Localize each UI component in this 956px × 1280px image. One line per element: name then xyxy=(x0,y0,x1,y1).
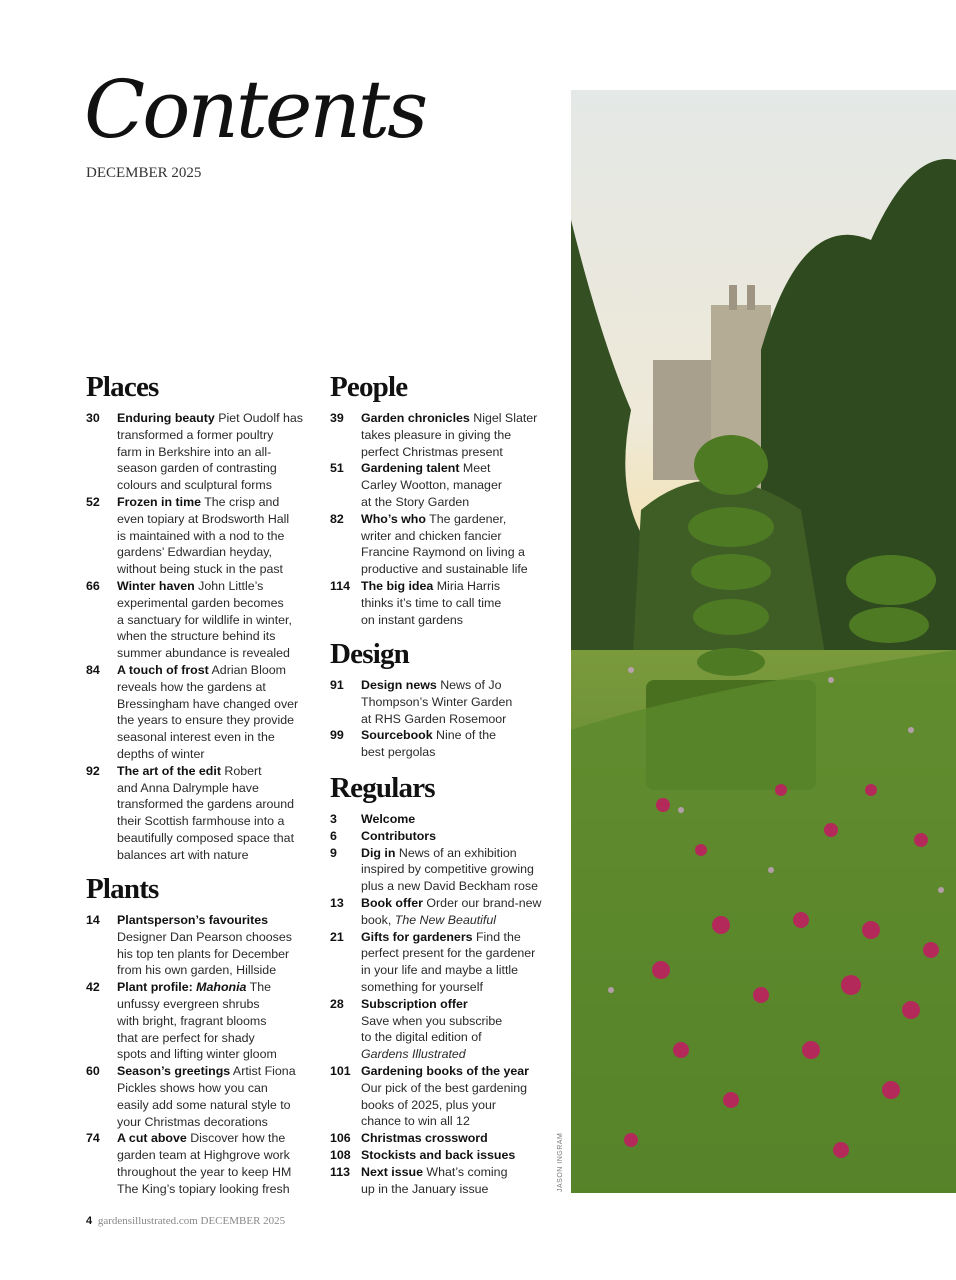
entry-title: Christmas crossword xyxy=(361,1131,488,1146)
entry-description: The crisp and even topiary at Brodsworth Hall is maintained with a nod to the gardens’ Edwardian heyday, without being stuck in the past xyxy=(117,494,290,577)
section-heading-places: Places xyxy=(86,371,159,403)
entry-text xyxy=(361,677,512,727)
entry-text xyxy=(361,1147,515,1164)
entry-description: Miria Harris thinks it’s time to call time on instant gardens xyxy=(361,578,502,627)
entry-title: Mahonia xyxy=(196,980,247,995)
section-heading-people: People xyxy=(330,371,408,403)
contents-entry[interactable] xyxy=(86,578,326,662)
entry-text xyxy=(117,979,277,1063)
section-people xyxy=(330,370,545,628)
page-number: 52 xyxy=(86,494,100,509)
entry-text xyxy=(117,763,294,864)
entry-text xyxy=(117,1130,291,1197)
entry-text xyxy=(117,410,303,494)
page-number: 30 xyxy=(86,411,100,425)
entry-text xyxy=(361,410,537,460)
entry-description: The New Beautiful xyxy=(394,912,497,927)
entry-text xyxy=(117,578,292,662)
entry-text xyxy=(117,912,292,979)
contents-entry[interactable] xyxy=(330,1130,545,1147)
entry-text xyxy=(361,996,502,1063)
entry-title: Welcome xyxy=(361,812,416,826)
entry-description: News of an exhibition inspired by competitive growing plus a new David Beckham rose xyxy=(361,845,538,894)
entry-text xyxy=(361,1164,507,1198)
entry-title: Next issue xyxy=(361,1164,423,1179)
page-number: 91 xyxy=(330,678,344,692)
entry-description: The gardener, writer and chicken fancier Francine Raymond on living a productive and sustainable life xyxy=(361,511,528,577)
page-number: 60 xyxy=(86,1064,100,1079)
contents-entry[interactable] xyxy=(86,662,326,763)
entry-description: Find the perfect present for the gardener in your life and maybe a little something for yourself xyxy=(361,929,536,994)
website-link[interactable]: gardensillustrated.com xyxy=(97,1215,198,1227)
section-heading-plants: Plants xyxy=(86,873,159,905)
entry-description: Discover how the garden team at Highgrove work throughout the year to keep HM The King’s topiary looking fresh xyxy=(117,1131,292,1196)
entry-description: Adrian Bloom reveals how the gardens at Bressingham have changed over the years to ensure they provide seasonal interest even in the depths of winter xyxy=(117,662,299,761)
entry-title: Frozen in time xyxy=(117,494,201,509)
page-number: 51 xyxy=(330,461,344,476)
contents-entry[interactable] xyxy=(330,996,545,1063)
page-number: 101 xyxy=(330,1063,351,1078)
contents-entry[interactable] xyxy=(330,460,545,510)
entry-title: A touch of frost xyxy=(117,662,209,677)
entry-text xyxy=(361,460,502,510)
entry-description: Save when you subscribe to the digital edition of xyxy=(361,1013,503,1045)
entry-description: News of Jo Thompson’s Winter Garden at RHS Garden Rosemoor xyxy=(361,678,513,726)
contents-entry[interactable] xyxy=(330,410,545,460)
entry-description: Gardens Illustrated xyxy=(361,1047,466,1062)
page-number: 113 xyxy=(330,1164,350,1179)
entry-text xyxy=(117,662,298,763)
entry-title: Subscription offer xyxy=(361,996,468,1011)
entry-title: Gardening books of the year xyxy=(361,1063,529,1078)
entry-description: Order our brand-new book, xyxy=(361,895,542,927)
entry-title: Contributors xyxy=(361,828,437,843)
contents-entry[interactable] xyxy=(86,1130,326,1197)
contents-entry[interactable] xyxy=(330,1147,545,1164)
contents-entry[interactable] xyxy=(86,912,326,979)
page-number: 6 xyxy=(330,828,337,843)
page-number: 99 xyxy=(330,728,344,743)
entry-title: Winter haven xyxy=(117,578,195,593)
entry-description: Designer Dan Pearson chooses his top ten plants for December from his own garden, Hillside xyxy=(117,929,292,978)
page-number: 92 xyxy=(86,763,100,778)
page-title: Contents xyxy=(84,63,426,156)
contents-entry[interactable] xyxy=(330,727,545,761)
entry-description: Our pick of the best gardening books of 2025, plus your chance to win all 12 xyxy=(361,1080,527,1129)
page-number: 42 xyxy=(86,980,100,995)
entry-title: Who’s who xyxy=(361,511,426,526)
page-number: 9 xyxy=(330,845,337,860)
page-number: 66 xyxy=(86,578,100,593)
entry-text xyxy=(117,1063,296,1130)
page-number: 4 xyxy=(86,1215,93,1227)
entry-text xyxy=(117,494,289,578)
page-footer xyxy=(86,1215,285,1227)
page-number: 82 xyxy=(330,511,344,526)
entry-text xyxy=(361,578,501,628)
issue-date: DECEMBER 2025 xyxy=(86,165,202,181)
topiary-garden-image xyxy=(571,90,956,1193)
photo-credit: JASON INGRAM xyxy=(557,1132,564,1192)
entry-title: Plant profile: xyxy=(117,980,197,995)
section-heading-design: Design xyxy=(330,638,409,670)
entry-title: Design news xyxy=(361,678,437,692)
entry-title: Garden chronicles xyxy=(361,411,470,425)
entry-title: Stockists and back issues xyxy=(361,1147,516,1162)
contents-entry[interactable] xyxy=(330,677,545,727)
entry-title: A cut above xyxy=(117,1131,187,1146)
section-plants xyxy=(86,872,326,1198)
page-number: 106 xyxy=(330,1131,351,1146)
contents-entry[interactable] xyxy=(86,1063,326,1130)
page-number: 114 xyxy=(330,578,350,593)
entry-title: Plantsperson’s favourites xyxy=(117,913,269,927)
entry-title: Season’s greetings xyxy=(117,1064,231,1079)
section-heading-regulars: Regulars xyxy=(330,772,435,804)
contents-entry[interactable] xyxy=(330,1063,545,1130)
page-number: 108 xyxy=(330,1147,351,1162)
page-number: 13 xyxy=(330,895,344,910)
page-number: 84 xyxy=(86,662,100,677)
contents-entry[interactable] xyxy=(86,410,326,494)
section-design xyxy=(330,637,545,761)
entry-text xyxy=(361,811,415,828)
entry-text xyxy=(361,1063,529,1130)
entry-text xyxy=(361,1130,488,1147)
contents-entry[interactable] xyxy=(330,811,545,828)
entry-title: Dig in xyxy=(361,845,396,860)
contents-entry[interactable] xyxy=(86,979,326,1063)
entry-text xyxy=(361,727,496,761)
entry-title: Book offer xyxy=(361,895,423,910)
entry-description: John Little’s experimental garden becomes a sanctuary for wildlife in winter, when the structure behind its summer abundance is revealed xyxy=(117,578,292,661)
garden-photo xyxy=(571,90,956,1193)
contents-entry[interactable] xyxy=(86,763,326,864)
entry-text xyxy=(361,511,528,578)
contents-entry[interactable] xyxy=(330,511,545,578)
page-number: 39 xyxy=(330,411,344,425)
entry-title: Gifts for gardeners xyxy=(361,929,473,944)
entry-text xyxy=(361,845,538,895)
entry-title: Enduring beauty xyxy=(117,411,215,425)
footer-date: DECEMBER 2025 xyxy=(200,1215,286,1227)
page-number: 3 xyxy=(330,812,337,826)
entry-text xyxy=(361,895,541,929)
entry-title: The art of the edit xyxy=(117,763,221,778)
section-places xyxy=(86,370,326,864)
page-number: 14 xyxy=(86,913,100,927)
entry-description: Meet Carley Wootton, manager at the Story Garden xyxy=(361,461,502,509)
contents-entry[interactable] xyxy=(330,895,545,929)
entry-title: The big idea xyxy=(361,578,434,593)
entry-description: The unfussy evergreen shrubs with bright, fragrant blooms that are perfect for shady spots and lifting winter gloom xyxy=(117,980,277,1062)
section-regulars xyxy=(330,771,545,1197)
entry-description: Piet Oudolf has transformed a former poultry farm in Berkshire into an all- season garden of contrasting colours and sculptural forms xyxy=(117,411,303,493)
entry-text xyxy=(361,929,535,996)
page-number: 21 xyxy=(330,929,344,944)
page-number: 74 xyxy=(86,1131,100,1146)
entry-description: Nine of the best pergolas xyxy=(361,728,496,760)
entry-text xyxy=(361,828,436,845)
contents-entry[interactable] xyxy=(330,1164,545,1198)
contents-entry[interactable] xyxy=(330,929,545,996)
entry-description: Nigel Slater takes pleasure in giving the perfect Christmas present xyxy=(361,411,538,459)
contents-entry[interactable] xyxy=(330,828,545,845)
contents-entry[interactable] xyxy=(330,845,545,895)
page-number: 28 xyxy=(330,996,344,1011)
entry-title: Sourcebook xyxy=(361,728,433,743)
contents-entry[interactable] xyxy=(86,494,326,578)
entry-description: What’s coming up in the January issue xyxy=(361,1164,508,1196)
contents-entry[interactable] xyxy=(330,578,545,628)
entry-title: Gardening talent xyxy=(361,461,460,476)
entry-description: Artist Fiona Pickles shows how you can easily add some natural style to your Christmas decorations xyxy=(117,1064,296,1129)
entry-description: Robert and Anna Dalrymple have transformed the gardens around their Scottish farmhouse into a beautifully composed space that balances art with nature xyxy=(117,763,295,862)
